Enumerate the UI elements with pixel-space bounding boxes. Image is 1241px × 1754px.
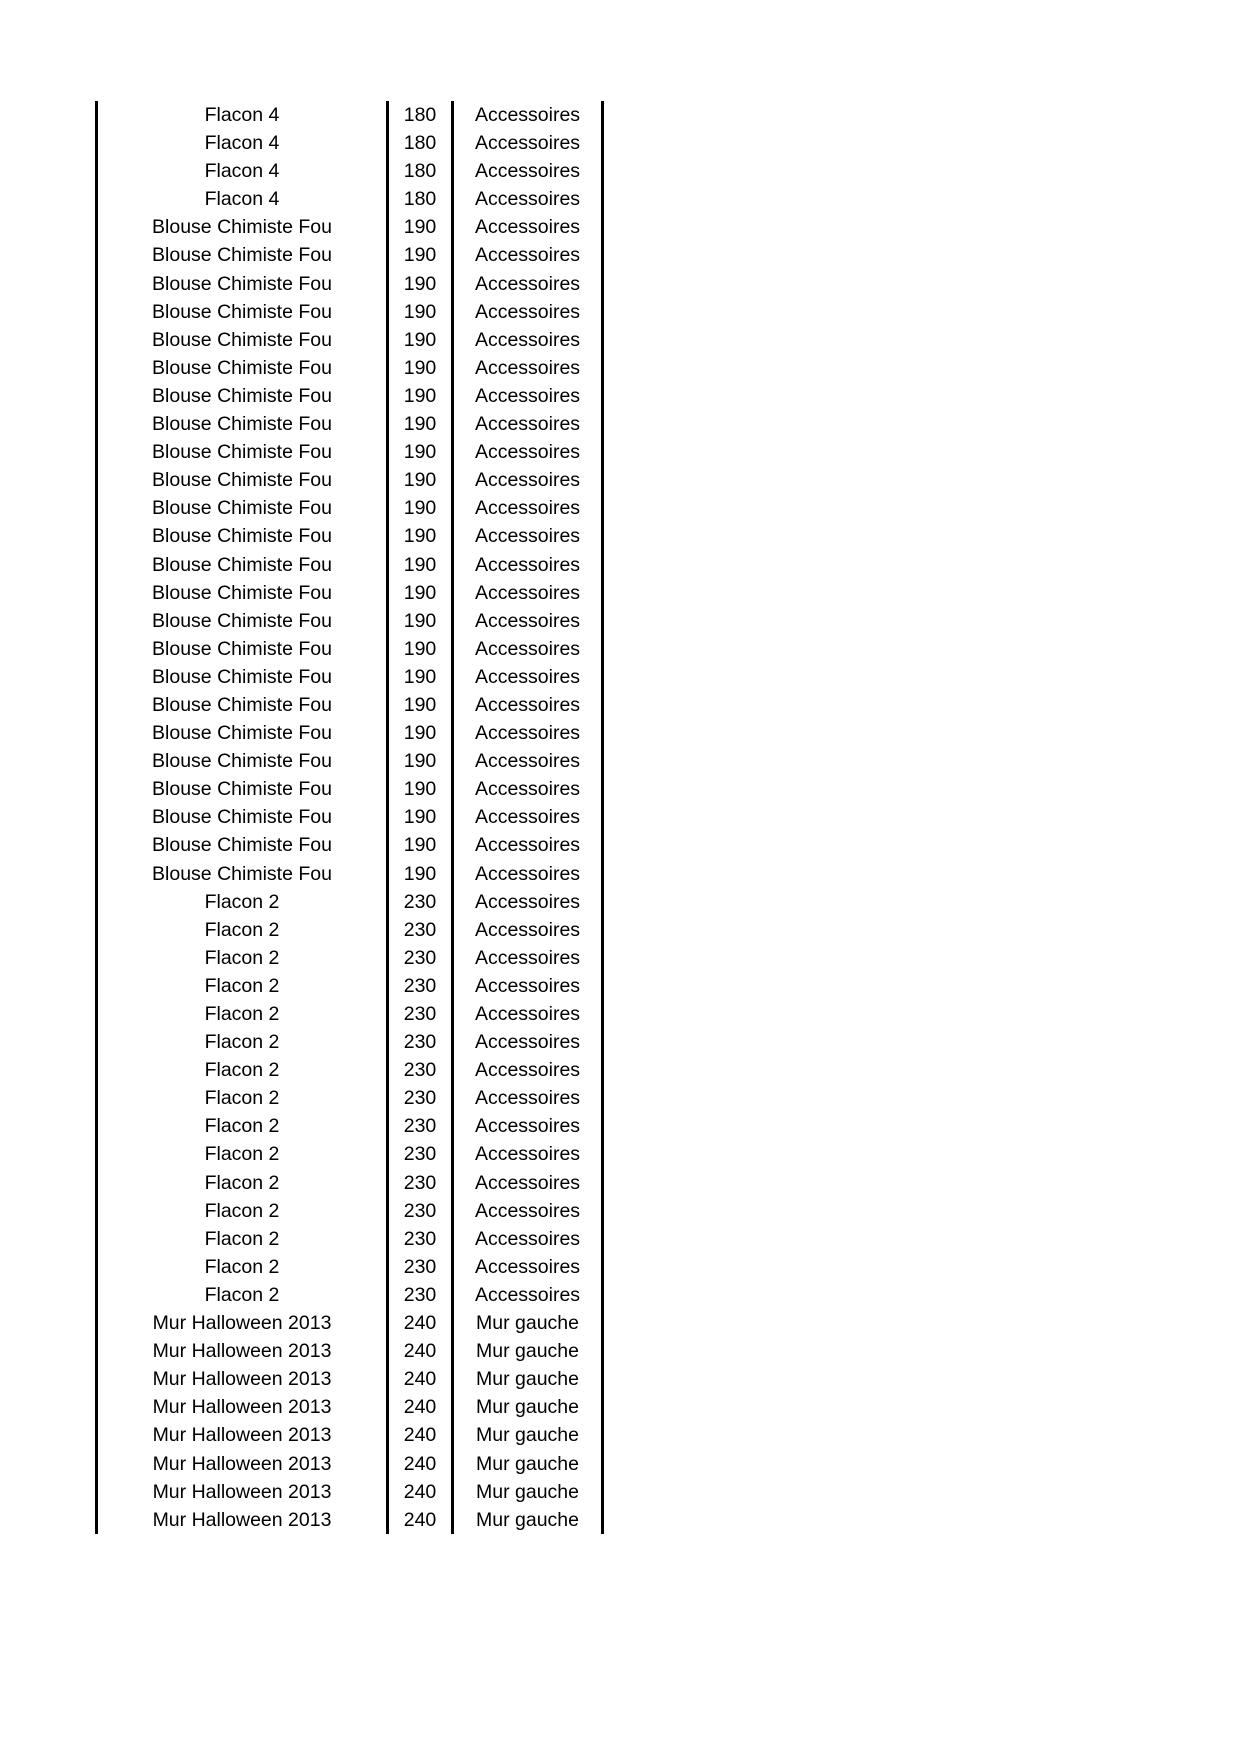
cell-value: 230 [388, 972, 453, 1000]
cell-value: 190 [388, 803, 453, 831]
cell-category: Accessoires [453, 382, 603, 410]
cell-value: 240 [388, 1337, 453, 1365]
table-row [97, 944, 603, 972]
cell-category: Accessoires [453, 607, 603, 635]
cell-name: Blouse Chimiste Fou [97, 747, 388, 775]
cell-category: Accessoires [453, 888, 603, 916]
cell-value: 240 [388, 1450, 453, 1478]
table-row [97, 101, 603, 129]
cell-category: Accessoires [453, 1169, 603, 1197]
table-row [97, 719, 603, 747]
cell-category: Mur gauche [453, 1421, 603, 1449]
cell-name: Blouse Chimiste Fou [97, 241, 388, 269]
cell-value: 190 [388, 775, 453, 803]
cell-value: 190 [388, 860, 453, 888]
table-row [97, 270, 603, 298]
cell-category: Accessoires [453, 438, 603, 466]
cell-name: Flacon 2 [97, 888, 388, 916]
cell-value: 230 [388, 1112, 453, 1140]
table-body [97, 101, 603, 1534]
cell-category: Accessoires [453, 1225, 603, 1253]
cell-value: 230 [388, 1084, 453, 1112]
cell-category: Mur gauche [453, 1393, 603, 1421]
cell-name: Flacon 2 [97, 1169, 388, 1197]
cell-category: Accessoires [453, 157, 603, 185]
cell-value: 190 [388, 326, 453, 354]
cell-category: Accessoires [453, 1056, 603, 1084]
inventory-table [95, 101, 604, 1534]
cell-category: Accessoires [453, 1028, 603, 1056]
cell-value: 230 [388, 888, 453, 916]
table-row [97, 635, 603, 663]
cell-category: Accessoires [453, 522, 603, 550]
table-row [97, 1253, 603, 1281]
cell-name: Blouse Chimiste Fou [97, 213, 388, 241]
table-row [97, 607, 603, 635]
cell-value: 240 [388, 1309, 453, 1337]
table-row [97, 1112, 603, 1140]
cell-category: Accessoires [453, 1140, 603, 1168]
cell-value: 240 [388, 1365, 453, 1393]
cell-name: Blouse Chimiste Fou [97, 354, 388, 382]
table-row [97, 354, 603, 382]
table-row [97, 1028, 603, 1056]
cell-category: Accessoires [453, 1281, 603, 1309]
cell-category: Mur gauche [453, 1478, 603, 1506]
cell-category: Accessoires [453, 466, 603, 494]
cell-name: Blouse Chimiste Fou [97, 719, 388, 747]
table-row [97, 1056, 603, 1084]
table-row [97, 326, 603, 354]
cell-name: Blouse Chimiste Fou [97, 466, 388, 494]
table-row [97, 831, 603, 859]
cell-name: Blouse Chimiste Fou [97, 607, 388, 635]
cell-value: 190 [388, 410, 453, 438]
table-row [97, 494, 603, 522]
cell-name: Blouse Chimiste Fou [97, 494, 388, 522]
cell-value: 190 [388, 691, 453, 719]
cell-value: 190 [388, 719, 453, 747]
cell-name: Flacon 4 [97, 129, 388, 157]
cell-category: Accessoires [453, 354, 603, 382]
cell-value: 230 [388, 1225, 453, 1253]
cell-category: Accessoires [453, 270, 603, 298]
cell-category: Accessoires [453, 1253, 603, 1281]
cell-name: Flacon 2 [97, 972, 388, 1000]
table-row [97, 691, 603, 719]
cell-name: Flacon 2 [97, 1084, 388, 1112]
table-row [97, 1365, 603, 1393]
cell-category: Accessoires [453, 1000, 603, 1028]
cell-name: Mur Halloween 2013 [97, 1365, 388, 1393]
cell-name: Blouse Chimiste Fou [97, 831, 388, 859]
cell-name: Flacon 4 [97, 157, 388, 185]
cell-value: 190 [388, 438, 453, 466]
cell-value: 230 [388, 1169, 453, 1197]
table-row [97, 1225, 603, 1253]
cell-value: 230 [388, 916, 453, 944]
cell-category: Accessoires [453, 775, 603, 803]
table-row [97, 1506, 603, 1534]
cell-name: Flacon 2 [97, 1281, 388, 1309]
cell-name: Flacon 2 [97, 1225, 388, 1253]
cell-value: 190 [388, 213, 453, 241]
cell-category: Accessoires [453, 972, 603, 1000]
table-row [97, 1393, 603, 1421]
cell-value: 240 [388, 1506, 453, 1534]
cell-name: Blouse Chimiste Fou [97, 326, 388, 354]
cell-name: Flacon 4 [97, 185, 388, 213]
cell-name: Blouse Chimiste Fou [97, 635, 388, 663]
cell-value: 180 [388, 129, 453, 157]
cell-name: Blouse Chimiste Fou [97, 803, 388, 831]
cell-name: Blouse Chimiste Fou [97, 522, 388, 550]
table-row [97, 1478, 603, 1506]
table-row [97, 1281, 603, 1309]
cell-name: Flacon 2 [97, 1028, 388, 1056]
cell-name: Blouse Chimiste Fou [97, 691, 388, 719]
table-row [97, 1000, 603, 1028]
cell-category: Accessoires [453, 1197, 603, 1225]
table-row [97, 1450, 603, 1478]
cell-value: 190 [388, 607, 453, 635]
table-row [97, 803, 603, 831]
cell-name: Mur Halloween 2013 [97, 1421, 388, 1449]
cell-category: Accessoires [453, 241, 603, 269]
cell-value: 240 [388, 1478, 453, 1506]
cell-value: 190 [388, 298, 453, 326]
table-row [97, 860, 603, 888]
cell-name: Flacon 2 [97, 1112, 388, 1140]
cell-name: Flacon 2 [97, 1056, 388, 1084]
table-row [97, 1197, 603, 1225]
table-row [97, 298, 603, 326]
cell-category: Accessoires [453, 129, 603, 157]
cell-category: Accessoires [453, 213, 603, 241]
cell-category: Accessoires [453, 326, 603, 354]
cell-category: Accessoires [453, 747, 603, 775]
cell-value: 190 [388, 831, 453, 859]
cell-name: Mur Halloween 2013 [97, 1393, 388, 1421]
table-row [97, 466, 603, 494]
table-row [97, 185, 603, 213]
table-row [97, 747, 603, 775]
table-row [97, 663, 603, 691]
table-row [97, 522, 603, 550]
cell-category: Accessoires [453, 916, 603, 944]
cell-value: 230 [388, 1000, 453, 1028]
cell-name: Blouse Chimiste Fou [97, 775, 388, 803]
table-row [97, 382, 603, 410]
table-row [97, 438, 603, 466]
cell-category: Accessoires [453, 185, 603, 213]
cell-value: 240 [388, 1421, 453, 1449]
table-row [97, 241, 603, 269]
cell-category: Mur gauche [453, 1309, 603, 1337]
cell-category: Accessoires [453, 410, 603, 438]
cell-category: Mur gauche [453, 1365, 603, 1393]
cell-value: 190 [388, 270, 453, 298]
cell-name: Mur Halloween 2013 [97, 1309, 388, 1337]
cell-category: Accessoires [453, 944, 603, 972]
cell-name: Blouse Chimiste Fou [97, 382, 388, 410]
cell-value: 190 [388, 522, 453, 550]
cell-value: 190 [388, 354, 453, 382]
table-row [97, 579, 603, 607]
cell-value: 190 [388, 494, 453, 522]
cell-value: 230 [388, 1281, 453, 1309]
table-row [97, 916, 603, 944]
cell-category: Accessoires [453, 719, 603, 747]
table-row [97, 1421, 603, 1449]
table-row [97, 1337, 603, 1365]
cell-name: Blouse Chimiste Fou [97, 298, 388, 326]
table-row [97, 551, 603, 579]
cell-name: Flacon 2 [97, 1197, 388, 1225]
cell-name: Blouse Chimiste Fou [97, 551, 388, 579]
cell-category: Accessoires [453, 551, 603, 579]
cell-name: Mur Halloween 2013 [97, 1450, 388, 1478]
cell-category: Mur gauche [453, 1450, 603, 1478]
table-row [97, 1084, 603, 1112]
cell-value: 180 [388, 157, 453, 185]
cell-value: 190 [388, 747, 453, 775]
cell-name: Flacon 2 [97, 1140, 388, 1168]
table-row [97, 213, 603, 241]
cell-value: 180 [388, 101, 453, 129]
cell-value: 190 [388, 466, 453, 494]
cell-category: Accessoires [453, 691, 603, 719]
cell-value: 240 [388, 1393, 453, 1421]
cell-category: Accessoires [453, 831, 603, 859]
cell-value: 190 [388, 551, 453, 579]
table-row [97, 888, 603, 916]
table-row [97, 1140, 603, 1168]
cell-name: Blouse Chimiste Fou [97, 860, 388, 888]
cell-value: 230 [388, 1056, 453, 1084]
table-row [97, 129, 603, 157]
cell-name: Blouse Chimiste Fou [97, 663, 388, 691]
cell-category: Accessoires [453, 494, 603, 522]
cell-value: 190 [388, 579, 453, 607]
table-row [97, 775, 603, 803]
table-row [97, 1309, 603, 1337]
cell-value: 230 [388, 1253, 453, 1281]
cell-category: Accessoires [453, 101, 603, 129]
cell-category: Accessoires [453, 579, 603, 607]
cell-value: 190 [388, 241, 453, 269]
cell-value: 230 [388, 1197, 453, 1225]
cell-name: Flacon 2 [97, 944, 388, 972]
cell-name: Blouse Chimiste Fou [97, 270, 388, 298]
cell-category: Accessoires [453, 635, 603, 663]
cell-category: Accessoires [453, 663, 603, 691]
cell-name: Flacon 4 [97, 101, 388, 129]
cell-name: Mur Halloween 2013 [97, 1337, 388, 1365]
cell-value: 230 [388, 944, 453, 972]
cell-value: 180 [388, 185, 453, 213]
cell-category: Accessoires [453, 803, 603, 831]
cell-name: Flacon 2 [97, 1253, 388, 1281]
cell-name: Blouse Chimiste Fou [97, 579, 388, 607]
cell-name: Mur Halloween 2013 [97, 1506, 388, 1534]
cell-value: 230 [388, 1140, 453, 1168]
table-row [97, 1169, 603, 1197]
cell-value: 190 [388, 663, 453, 691]
cell-category: Accessoires [453, 1084, 603, 1112]
table-row [97, 157, 603, 185]
table-row [97, 410, 603, 438]
cell-category: Accessoires [453, 1112, 603, 1140]
cell-value: 190 [388, 635, 453, 663]
cell-value: 190 [388, 382, 453, 410]
table-row [97, 972, 603, 1000]
cell-name: Blouse Chimiste Fou [97, 410, 388, 438]
cell-category: Mur gauche [453, 1506, 603, 1534]
cell-name: Blouse Chimiste Fou [97, 438, 388, 466]
cell-name: Mur Halloween 2013 [97, 1478, 388, 1506]
cell-category: Accessoires [453, 298, 603, 326]
cell-category: Mur gauche [453, 1337, 603, 1365]
cell-name: Flacon 2 [97, 916, 388, 944]
cell-name: Flacon 2 [97, 1000, 388, 1028]
cell-category: Accessoires [453, 860, 603, 888]
cell-value: 230 [388, 1028, 453, 1056]
